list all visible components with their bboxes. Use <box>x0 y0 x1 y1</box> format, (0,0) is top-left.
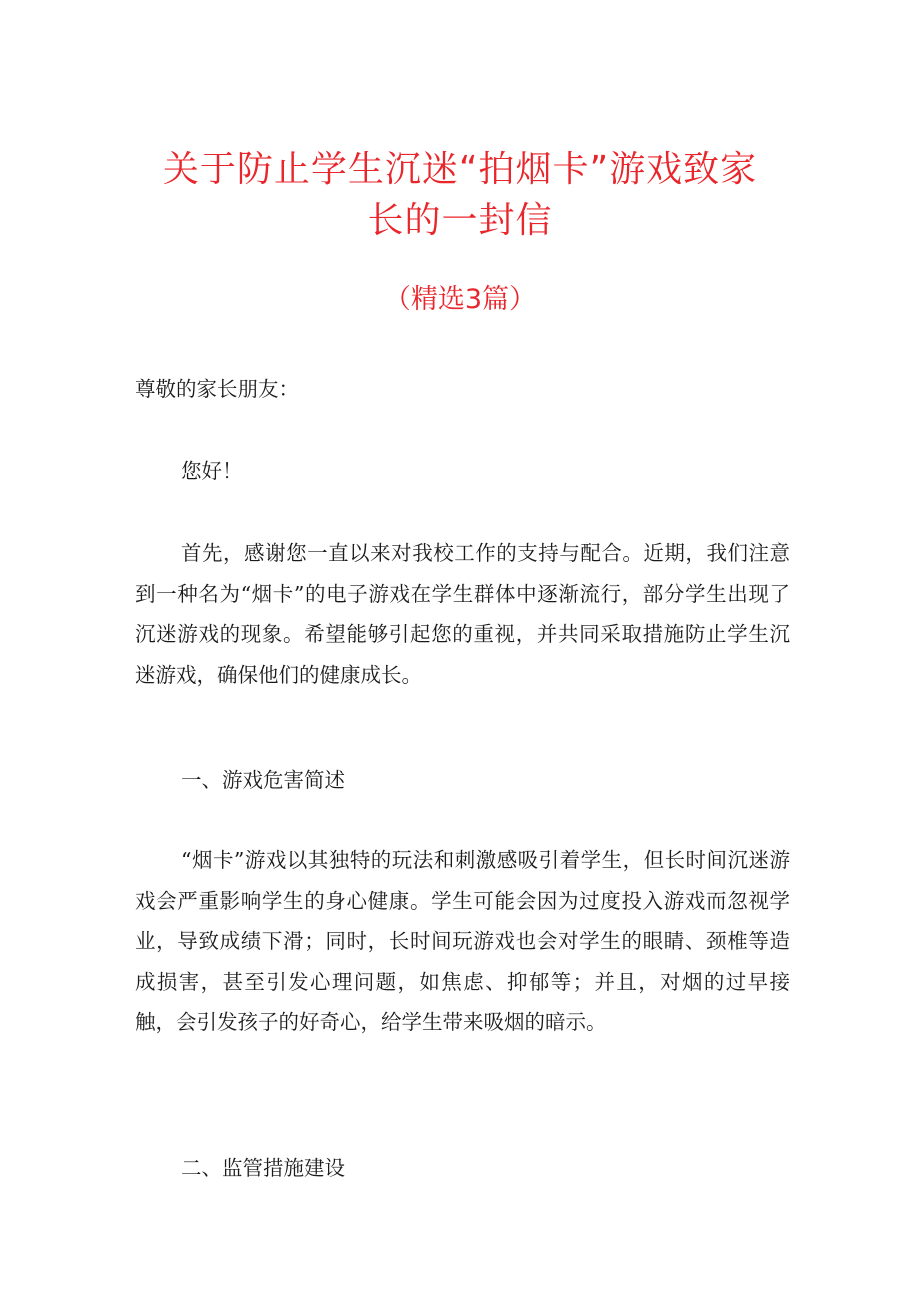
document-subtitle: （精选3篇） <box>383 284 537 315</box>
document-title-line-1: 关于防止学生沉迷“拍烟卡”游戏致家 <box>162 149 758 190</box>
section-1-heading: 一、游戏危害简述 <box>181 768 345 792</box>
document-title-line-2: 长的一封信 <box>367 200 553 241</box>
intro-paragraph: 首先，感谢您一直以来对我校工作的支持与配合。近期，我们注意到一种名为“烟卡”的电子游戏在学生群体中逐渐流行，部分学生出现了沉迷游戏的现象。希望能够引起您的重视，并共同采取措施防止学生沉迷游戏，确保他们的健康成长。 <box>135 541 790 687</box>
section-2-heading: 二、监管措施建设 <box>181 1156 345 1180</box>
section-1-body: “烟卡”游戏以其独特的玩法和刺激感吸引着学生，但长时间沉迷游戏会严重影响学生的身心健康。学生可能会因为过度投入游戏而忽视学业，导致成绩下滑；同时，长时间玩游戏也会对学生的眼睛、颈椎等造成损害，甚至引发心理问题，如焦虑、抑郁等；并且，对烟的过早接触，会引发孩子的好奇心，给学生带来吸烟的暗示。 <box>135 848 790 1034</box>
salutation: 尊敬的家长朋友： <box>135 377 299 401</box>
greeting: 您好！ <box>181 459 243 483</box>
